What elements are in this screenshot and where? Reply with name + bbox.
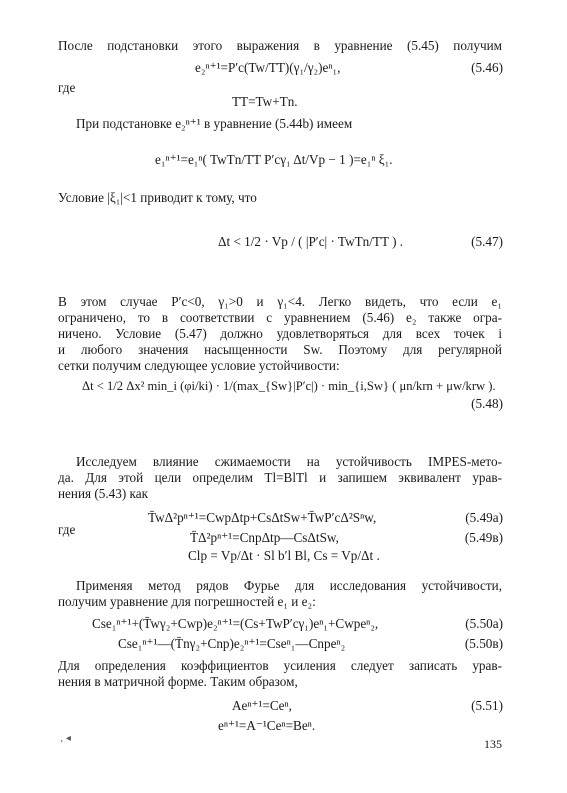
equation-number: (5.49в) (464, 530, 503, 545)
equation: T̄Δ²pⁿ⁺¹=CnpΔtp—CsΔtSw, (190, 530, 339, 545)
equation-number: (5.51) (471, 698, 503, 713)
text-line: где (58, 522, 76, 537)
text-line: После подстановки этого выражения в уравнение (5.45) получим (58, 38, 502, 53)
text-line: Для определения коэффициентов усиления следует записать урав- (58, 658, 502, 673)
equation: e₁ⁿ⁺¹=e₁ⁿ( TwTn/TT P′cγ₁ Δt/Vp − 1 )=e₁ⁿ ξ₁. (155, 152, 393, 167)
equation-number: (5.48) (471, 396, 503, 411)
text-line: ничено. Условие (5.47) должно удовлетворяться для всех точек i (58, 326, 502, 341)
equation: Δt < 1/2 Δx² min_i (φi/ki) · 1/(max_{Sw}|P′c|) · min_{i,Sw} ( μn/krn + μw/krw ). (82, 379, 496, 393)
text-line: Применяя метод рядов Фурье для исследования устойчивости, (76, 578, 502, 593)
text-line: Исследуем влияние сжимаемости на устойчивость IMPES-мето- (76, 454, 502, 469)
equation: e₂ⁿ⁺¹=P′c(Tw/TT)(γ₁/γ₂)eⁿ₁, (195, 60, 341, 75)
text-line: В этом случае P′c<0, γ₁>0 и γ₁<4. Легко видеть, что если e₁ (58, 294, 502, 309)
equation: Cse₁ⁿ⁺¹+(T̄wγ₂+Cwp)e₂ⁿ⁺¹=(Cs+TwP′cγ₁)eⁿ₁+Cwpeⁿ₂, (92, 616, 379, 631)
equation: Cse₁ⁿ⁺¹—(T̄nγ₂+Cnp)e₂ⁿ⁺¹=Cseⁿ₁—Cnpeⁿ₂ (118, 636, 346, 651)
text-line: сетки получим следующее условие устойчивости: (58, 358, 340, 373)
text-line: и любого значения насыщенности Sw. Поэтому для регулярной (58, 342, 502, 357)
text-line: да. Для этой цели определим Tl=BlTl и запишем эквивалент урав- (58, 470, 502, 485)
margin-mark: ‚ ◂ (60, 733, 71, 744)
equation: T̄wΔ²pⁿ⁺¹=CwpΔtp+CsΔtSw+T̄wP′cΔ²Sⁿw, (148, 510, 377, 525)
text-line: нения (5.43) как (58, 486, 149, 501)
text-line: нения в матричной форме. Таким образом, (58, 674, 298, 689)
equation-number: (5.46) (471, 60, 503, 75)
equation-number: (5.50а) (465, 616, 503, 631)
text-line: При подстановке e₂ⁿ⁺¹ в уравнение (5.44b) имеем (76, 116, 353, 131)
text-line: Условие |ξ₁|<1 приводит к тому, что (58, 190, 257, 205)
equation: Clp = Vp/Δt · Sl b′l Bl, Cs = Vp/Δt . (188, 548, 380, 563)
equation: Δt < 1/2 · Vp / ( |P′c| · TwTn/TT ) . (218, 234, 404, 249)
equation: Aeⁿ⁺¹=Ceⁿ, (232, 698, 292, 713)
equation: eⁿ⁺¹=A⁻¹Ceⁿ=Beⁿ. (218, 718, 316, 733)
equation-number: (5.50в) (464, 636, 503, 651)
equation-number: (5.49a) (465, 510, 503, 525)
text-line: ограничено, то в соответствии с уравнением (5.46) e₂ также огра- (58, 310, 502, 325)
text-line: получим уравнение для погрешностей e₁ и e₂: (58, 594, 316, 609)
equation: TT=Tw+Tn. (232, 94, 298, 109)
equation-number: (5.47) (471, 234, 503, 249)
page-number: 135 (484, 737, 502, 751)
text-line: где (58, 80, 76, 95)
